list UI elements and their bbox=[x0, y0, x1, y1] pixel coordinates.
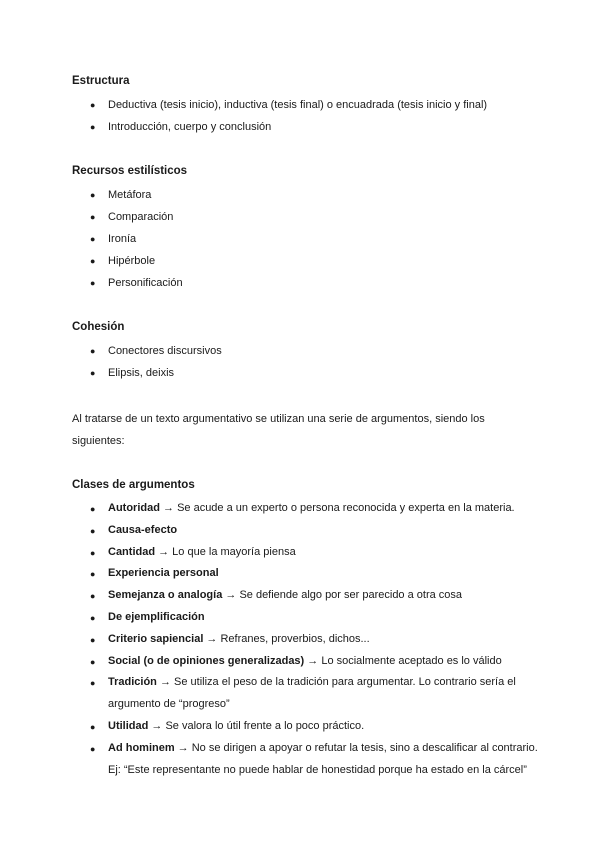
list-item bbox=[72, 498, 540, 520]
list-item bbox=[72, 520, 540, 542]
argument-term: Criterio sapiencial bbox=[108, 632, 204, 645]
list-item bbox=[72, 340, 540, 362]
list-item-text: Deductiva (tesis inicio), inductiva (tesis final) o encuadrada (tesis inicio y final) bbox=[108, 99, 488, 111]
bullet-icon: ● bbox=[90, 569, 96, 580]
list-item-text: Personificación bbox=[108, 277, 183, 289]
section-clases bbox=[72, 476, 540, 781]
intro-paragraph: Al tratarse de un texto argumentativo se utilizan una serie de argumentos, siendo los siguientes: bbox=[72, 413, 485, 447]
list-recursos bbox=[72, 184, 540, 294]
argument-term: Semejanza o analogía bbox=[108, 589, 223, 602]
list-item bbox=[72, 228, 540, 250]
bullet-icon: ● bbox=[90, 234, 96, 244]
argument-term: Causa-efecto bbox=[108, 523, 178, 536]
bullet-icon: ● bbox=[90, 346, 96, 356]
argument-desc: → Lo socialmente aceptado es lo válido bbox=[304, 654, 502, 667]
list-item bbox=[72, 716, 540, 738]
heading-cohesion: Cohesión bbox=[72, 321, 125, 333]
argument-term: Utilidad bbox=[108, 719, 149, 732]
section-cohesion bbox=[72, 318, 540, 384]
bullet-icon: ● bbox=[90, 591, 96, 602]
section-estructura bbox=[72, 72, 540, 138]
argument-desc: → Se acude a un experto o persona reconocida y experta en la materia. bbox=[159, 502, 515, 514]
bullet-icon: ● bbox=[90, 278, 96, 288]
bullet-icon: ● bbox=[90, 100, 96, 110]
list-item bbox=[72, 672, 540, 716]
list-item bbox=[72, 206, 540, 228]
list-estructura bbox=[72, 94, 540, 138]
bullet-icon: ● bbox=[90, 504, 96, 514]
list-item bbox=[72, 542, 540, 564]
heading-estructura: Estructura bbox=[72, 75, 130, 87]
list-item-text: Introducción, cuerpo y conclusión bbox=[108, 121, 272, 133]
list-clases bbox=[72, 498, 540, 781]
argument-term: Cantidad bbox=[108, 545, 156, 558]
bullet-icon: ● bbox=[90, 256, 96, 266]
argument-term: Autoridad bbox=[108, 502, 160, 514]
bullet-icon: ● bbox=[90, 656, 96, 667]
bullet-icon: ● bbox=[90, 612, 96, 623]
list-item-text: Elipsis, deixis bbox=[108, 367, 175, 379]
argument-desc: → Se valora lo útil frente a lo poco práctico. bbox=[148, 719, 365, 732]
argument-desc: → No se dirigen a apoyar o refutar la tesis, sino a descalificar al contrario. bbox=[174, 741, 538, 754]
argument-term: Tradición bbox=[108, 676, 157, 689]
argument-desc: → Refranes, proverbios, dichos... bbox=[203, 632, 370, 645]
bullet-icon: ● bbox=[90, 634, 96, 645]
argument-desc: → Se utiliza el peso de la tradición para argumentar. Lo contrario sería el argumento de “progreso” bbox=[108, 676, 516, 711]
list-item bbox=[72, 116, 540, 138]
list-item bbox=[72, 94, 540, 116]
list-item bbox=[72, 585, 540, 607]
section-recursos bbox=[72, 162, 540, 294]
argument-term: Ad hominem bbox=[108, 741, 175, 754]
bullet-icon: ● bbox=[90, 212, 96, 222]
argument-term: Experiencia personal bbox=[108, 567, 219, 580]
argument-desc: → Lo que la mayoría piensa bbox=[155, 545, 296, 558]
bullet-icon: ● bbox=[90, 525, 96, 536]
list-cohesion bbox=[72, 340, 540, 384]
list-item bbox=[72, 563, 540, 585]
list-item bbox=[72, 362, 540, 384]
bullet-icon: ● bbox=[90, 721, 96, 732]
list-item bbox=[72, 272, 540, 294]
list-item-text: Ironía bbox=[108, 233, 137, 245]
bullet-icon: ● bbox=[90, 368, 96, 378]
list-item bbox=[72, 651, 540, 673]
bullet-icon: ● bbox=[90, 678, 96, 689]
argument-example: Ej: “Este representante no puede hablar de honestidad porque ha estado en la cárcel” bbox=[108, 763, 527, 776]
list-item bbox=[72, 607, 540, 629]
bullet-icon: ● bbox=[90, 547, 96, 558]
list-item-text: Comparación bbox=[108, 211, 174, 223]
list-item-text: Conectores discursivos bbox=[108, 345, 222, 357]
list-item-text: Hipérbole bbox=[108, 255, 156, 267]
heading-clases: Clases de argumentos bbox=[72, 479, 195, 491]
argument-term: De ejemplificación bbox=[108, 610, 205, 623]
list-item bbox=[72, 738, 540, 782]
list-item bbox=[72, 184, 540, 206]
list-item bbox=[72, 250, 540, 272]
list-item bbox=[72, 629, 540, 651]
argument-term: Social (o de opiniones generalizadas) bbox=[108, 654, 305, 667]
list-item-text: Metáfora bbox=[108, 189, 152, 201]
bullet-icon: ● bbox=[90, 743, 96, 754]
heading-recursos: Recursos estilísticos bbox=[72, 165, 188, 177]
bullet-icon: ● bbox=[90, 122, 96, 132]
argument-desc: → Se defiende algo por ser parecido a otra cosa bbox=[222, 589, 463, 602]
bullet-icon: ● bbox=[90, 190, 96, 200]
